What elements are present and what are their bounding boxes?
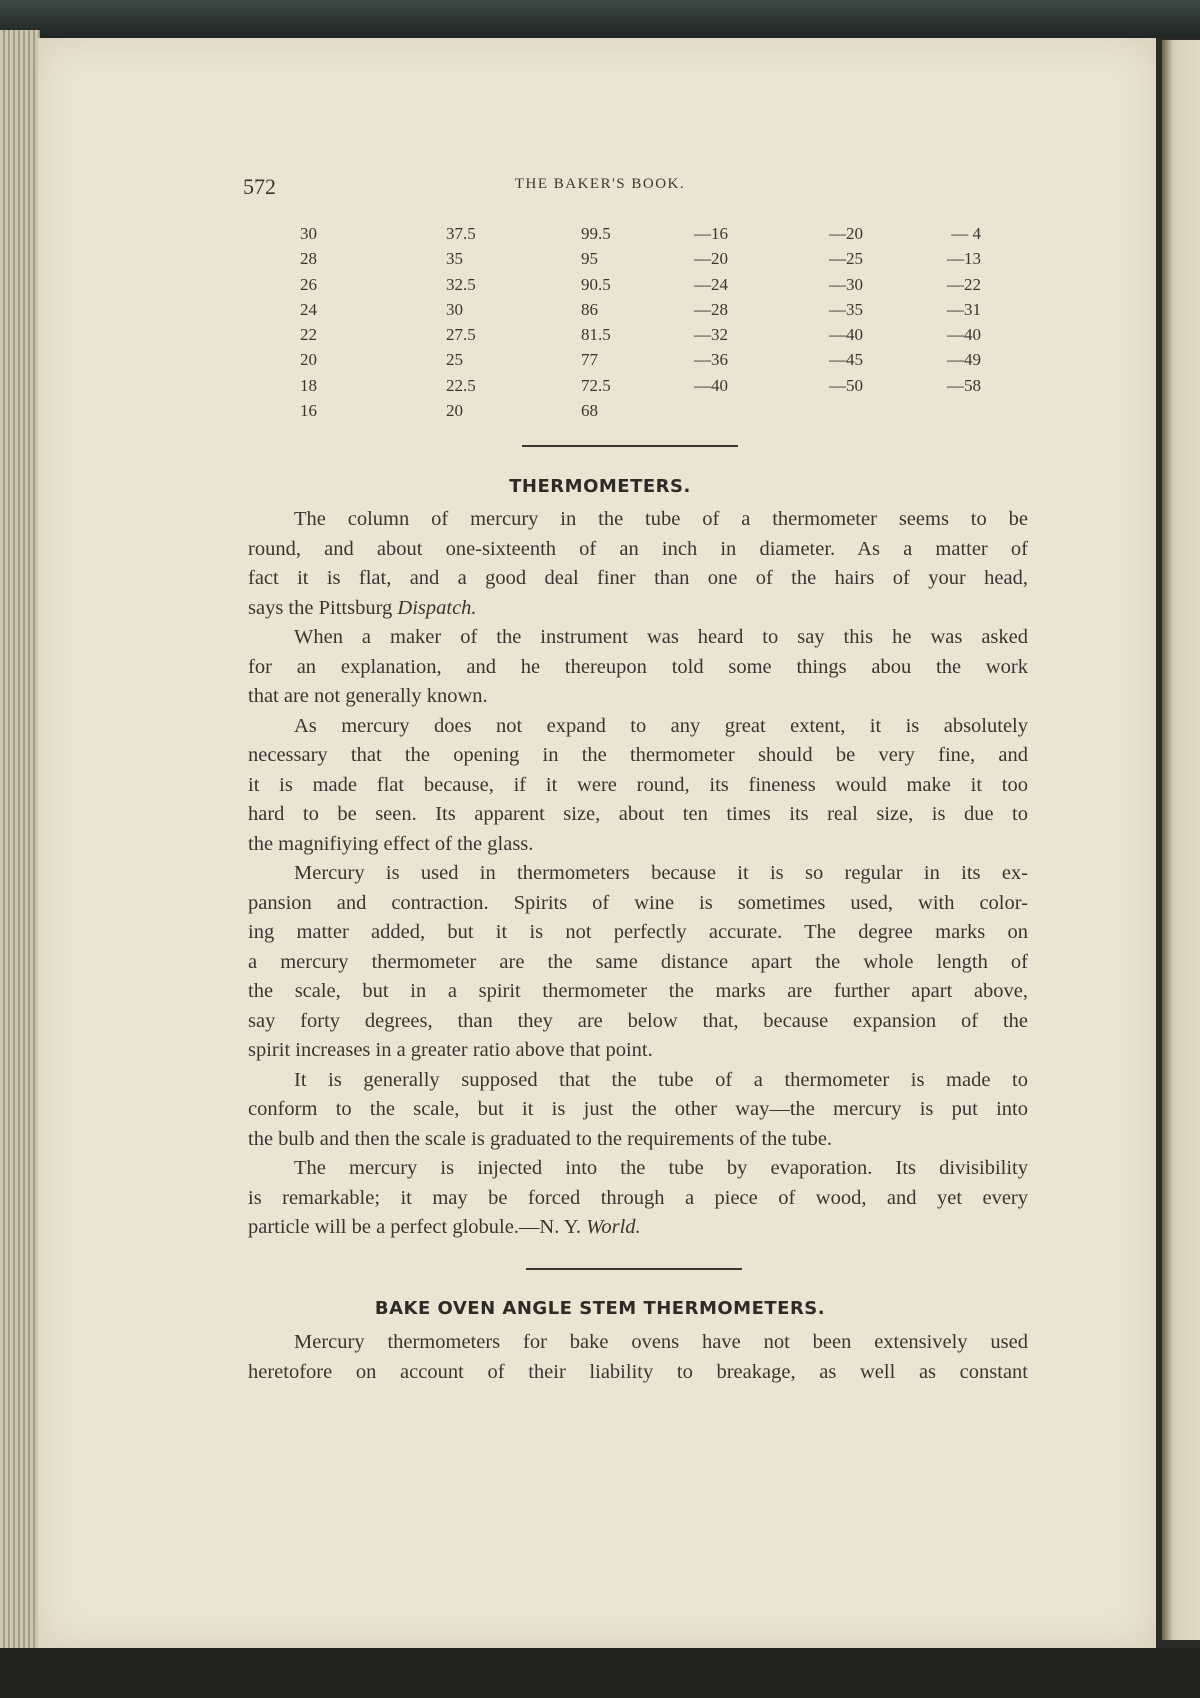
page-number: 572 xyxy=(243,174,276,199)
text-line xyxy=(248,1007,1028,1037)
table-row xyxy=(0,350,1200,375)
table-cell: —20 xyxy=(829,224,863,243)
text: When a maker of the instrument was heard to say this he was asked xyxy=(294,626,1028,648)
table-cell: —30 xyxy=(829,274,863,294)
text-line xyxy=(248,594,1028,624)
text-line xyxy=(248,653,1028,683)
text-line xyxy=(248,859,1028,889)
text: necessary that the opening in the thermometer should be very fine, and xyxy=(248,744,1028,766)
text-line xyxy=(248,682,1028,712)
text: round, and about one-sixteenth of an inch in diameter. As a matter of xyxy=(248,537,1028,560)
text: conform to the scale, but it is just the other way—the mercury is put into xyxy=(248,1098,1028,1120)
table-cell: 28 xyxy=(300,249,317,269)
table-cell: —45 xyxy=(829,350,863,370)
text: ing matter added, but it is not perfectly accurate. The degree marks on xyxy=(248,921,1028,943)
italic-source: Dispatch. xyxy=(397,596,477,619)
section-title-thermometers: THERMOMETERS. xyxy=(509,476,691,497)
table-row xyxy=(0,224,1200,249)
text-line xyxy=(248,1358,1028,1388)
text-line xyxy=(248,741,1028,771)
section-body-bake-oven xyxy=(248,1328,1028,1387)
table-cell: — 4 xyxy=(951,224,981,243)
text-line xyxy=(248,800,1028,830)
text: It is generally supposed that the tube of a thermometer is made to xyxy=(294,1068,1028,1091)
text: hard to be seen. Its apparent size, about ten times its real size, is due to xyxy=(248,803,1028,825)
table-cell: —58 xyxy=(947,375,981,395)
table-cell: 81.5 xyxy=(581,325,611,345)
text-line xyxy=(248,1066,1028,1096)
text-line xyxy=(248,948,1028,978)
text: Mercury thermometers for bake ovens have not been extensively used xyxy=(294,1331,1028,1353)
text: a mercury thermometer are the same distance apart the whole length of xyxy=(248,950,1028,973)
text-line xyxy=(248,1036,1028,1066)
text-line xyxy=(248,918,1028,948)
text-line xyxy=(248,1125,1028,1155)
conversion-table xyxy=(0,224,1200,426)
text: is remarkable; it may be forced through a piece of wood, and yet every xyxy=(248,1186,1028,1209)
text: that are not generally known. xyxy=(248,685,488,707)
text: the scale, but in a spirit thermometer the marks are further apart above, xyxy=(248,980,1028,1002)
text-line xyxy=(248,830,1028,860)
table-cell: —40 xyxy=(694,375,728,395)
text: for an explanation, and he thereupon told some things abou the work xyxy=(248,655,1028,678)
table-cell: 20 xyxy=(446,401,463,421)
table-cell: —49 xyxy=(947,350,981,370)
text: The column of mercury in the tube of a thermometer seems to be xyxy=(294,508,1028,530)
table-row xyxy=(0,325,1200,350)
table-cell: 22 xyxy=(300,325,317,345)
table-row xyxy=(0,249,1200,274)
section-body-thermometers xyxy=(248,505,1028,1243)
table-row xyxy=(0,300,1200,325)
text-line xyxy=(248,771,1028,801)
text: it is made flat because, if it were round, its fineness would make it too xyxy=(248,773,1028,796)
table-cell: —40 xyxy=(829,325,863,345)
table-cell: 18 xyxy=(300,375,317,395)
background-bottom xyxy=(0,1648,1200,1698)
table-cell: 37.5 xyxy=(446,224,476,243)
table-cell: 32.5 xyxy=(446,274,476,294)
table-cell: 30 xyxy=(300,224,317,243)
table-cell: 95 xyxy=(581,249,598,269)
text: The mercury is injected into the tube by evaporation. Its divisibility xyxy=(294,1157,1028,1179)
table-row xyxy=(0,376,1200,401)
table-cell: 20 xyxy=(300,350,317,370)
text-line xyxy=(248,1184,1028,1214)
table-cell: 77 xyxy=(581,350,598,370)
text-line xyxy=(248,1154,1028,1184)
text-line xyxy=(248,1328,1028,1358)
table-cell: —50 xyxy=(829,375,863,395)
text: says the Pittsburg xyxy=(248,596,398,619)
table-cell: —25 xyxy=(829,249,863,269)
table-cell: —16 xyxy=(694,224,728,243)
text-line xyxy=(248,977,1028,1007)
text: particle will be a perfect globule.—N. Y. xyxy=(248,1216,587,1238)
table-cell: —36 xyxy=(694,350,728,370)
table-cell: 35 xyxy=(446,249,463,269)
text: heretofore on account of their liability to breakage, as well as constant xyxy=(248,1360,1028,1383)
running-head: THE BAKER'S BOOK. xyxy=(514,176,686,192)
table-cell: —31 xyxy=(947,299,981,319)
table-cell: —28 xyxy=(694,299,728,319)
text-line xyxy=(248,712,1028,742)
text: the magnifiying effect of the glass. xyxy=(248,832,534,855)
divider xyxy=(526,1268,742,1270)
table-cell: —32 xyxy=(694,325,728,345)
italic-source: World. xyxy=(586,1216,641,1238)
table-cell: 27.5 xyxy=(446,325,476,345)
text: pansion and contraction. Spirits of wine is sometimes used, with color- xyxy=(248,891,1028,914)
table-cell: 86 xyxy=(581,299,598,319)
table-cell: 99.5 xyxy=(581,224,611,243)
text: the bulb and then the scale is graduated to the requirements of the tube. xyxy=(248,1127,833,1150)
text-line xyxy=(248,889,1028,919)
text: fact it is flat, and a good deal finer than one of the hairs of your head, xyxy=(248,567,1028,589)
table-cell: 16 xyxy=(300,401,317,421)
text-line xyxy=(248,623,1028,653)
text: say forty degrees, than they are below that, because expansion of the xyxy=(248,1009,1028,1032)
text-line xyxy=(248,1095,1028,1125)
text-line xyxy=(248,505,1028,535)
table-cell: —35 xyxy=(829,299,863,319)
table-cell: —20 xyxy=(694,249,728,269)
table-cell: —40 xyxy=(947,325,981,345)
table-cell: 22.5 xyxy=(446,375,476,395)
table-cell: —13 xyxy=(947,249,981,269)
divider xyxy=(522,445,738,447)
text-line xyxy=(248,1213,1028,1243)
table-cell: 24 xyxy=(300,299,317,319)
table-row xyxy=(0,275,1200,300)
table-cell: 30 xyxy=(446,299,463,319)
text: As mercury does not expand to any great extent, it is absolutely xyxy=(294,714,1028,737)
text: spirit increases in a greater ratio above that point. xyxy=(248,1039,653,1061)
table-cell: —24 xyxy=(694,274,728,294)
table-cell: 26 xyxy=(300,274,317,294)
text-line xyxy=(248,535,1028,565)
table-cell: 68 xyxy=(581,401,598,421)
text-line xyxy=(248,564,1028,594)
table-row xyxy=(0,401,1200,426)
table-cell: 25 xyxy=(446,350,463,370)
table-cell: 72.5 xyxy=(581,375,611,395)
text: Mercury is used in thermometers because it is so regular in its ex- xyxy=(294,862,1028,884)
book-cover-top xyxy=(0,0,1200,38)
table-cell: —22 xyxy=(947,274,981,294)
section-title-bake-oven: BAKE OVEN ANGLE STEM THERMOMETERS. xyxy=(374,1298,826,1319)
table-cell: 90.5 xyxy=(581,274,611,294)
